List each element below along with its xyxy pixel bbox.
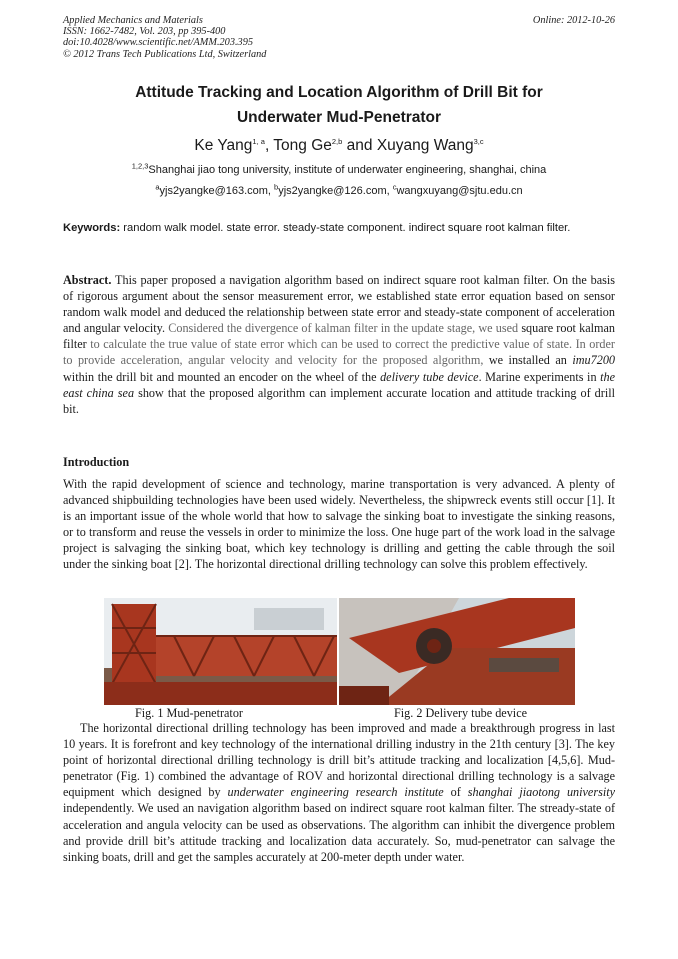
paragraph-text: independently. We used an navigation algorithm based on indirect square root kalman filter. The stready-state of acceleration and angula velocity can be used as observations. The algorithm can inhibit the divergence problem and provide drill bit’s attitude tracking and localization data accurately. So, mud-penetrator can salvage the sinking boats, drill and get the samples accurately at 200-meter depth under water.	[63, 801, 615, 864]
affiliation-text: Shanghai jiao tong university, institute of underwater engineering, shanghai, china	[148, 164, 547, 176]
paper-title	[63, 80, 615, 130]
email-separator: ,	[267, 185, 275, 197]
email-b-sup: b	[274, 182, 279, 192]
tube-guide	[489, 658, 559, 672]
mount-plate	[339, 686, 389, 705]
email-c-sup: c	[392, 182, 397, 192]
paragraph-text: underwater engineering research institute	[227, 785, 444, 800]
journal-header	[63, 15, 266, 60]
abstract	[63, 272, 615, 417]
email-c[interactable]: wangxuyang@sjtu.edu.cn	[396, 185, 523, 197]
email-separator: ,	[386, 185, 393, 197]
author-separator: ,	[264, 137, 274, 154]
mud-penetrator-photo	[104, 598, 337, 705]
journal-name: Applied Mechanics and Materials	[63, 15, 203, 26]
email-list	[63, 182, 615, 197]
affiliation-sup: 1,2,3	[131, 161, 149, 171]
author-and: and	[342, 137, 377, 154]
email-a[interactable]: yjs2yangke@163.com	[159, 185, 268, 197]
figure-1-caption: Fig. 1 Mud-penetrator	[135, 706, 243, 720]
wheel-hub	[427, 639, 441, 653]
author-list	[63, 137, 615, 155]
author-2: Tong Ge	[273, 137, 332, 154]
abstract-text: show that the proposed algorithm can implement accurate location and attitude tracking of drill bit.	[63, 385, 615, 416]
keywords-text: random walk model. state error. steady-state component. indirect square root kalman filter.	[120, 222, 571, 234]
author-3: Xuyang Wang	[376, 137, 474, 154]
abstract-text: delivery tube device	[380, 369, 479, 384]
abstract-text: the east china sea	[63, 369, 615, 400]
abstract-text: This paper proposed a navigation algorithm based on indirect square root kalman filter. On the basis of rigorous argument about the sensor measurement error, we established state error equation based on sensor random walk model and deduced the relationship between state error and steady-state component of acceleration and angular velocity.	[63, 273, 615, 336]
paragraph-text: shanghai jiaotong university	[467, 785, 615, 800]
issn-line: ISSN: 1662-7482, Vol. 203, pp 395-400	[63, 26, 226, 38]
delivery-tube-photo	[339, 598, 575, 705]
abstract-text: we installed an	[483, 353, 573, 368]
section-heading-introduction: Introduction	[63, 455, 130, 469]
abstract-text: Considered the divergence of kalman filter in the update stage, we used	[165, 321, 522, 336]
abstract-text: imu7200	[572, 353, 615, 368]
author-1-affil: 1, a	[252, 136, 265, 146]
intro-paragraph-2	[63, 720, 615, 865]
paragraph-text: The horizontal directional drilling technology has been improved and made a breakthrough progress in last 10 years. It is forefront and key technology of the international drilling industry in the 21th century [3]. The key point of horizontal directional drilling technology is drill bit’s attitude tracking and localization [4,5,6]. Mud-penetrator (Fig. 1) combined the advantage of ROV and horizontal directional drilling technology is a salvage equipment which designed by	[63, 721, 615, 800]
background-structure	[254, 608, 324, 630]
abstract-text: within the drill bit and mounted an encoder on the wheel of the	[63, 369, 381, 384]
rig-base	[104, 682, 337, 705]
author-3-affil: 3,c	[473, 136, 484, 146]
author-1: Ke Yang	[194, 137, 253, 154]
affiliation	[63, 161, 615, 176]
paragraph-text: of	[443, 785, 468, 800]
doi-line[interactable]: doi:10.4028/www.scientific.net/AMM.203.395	[63, 37, 253, 49]
abstract-text: . Marine experiments in	[478, 369, 601, 384]
abstract-text: square root kalman filter	[63, 321, 615, 352]
email-b[interactable]: yjs2yangke@126.com	[278, 185, 387, 197]
email-a-sup: a	[155, 182, 160, 192]
copyright-line: © 2012 Trans Tech Publications Ltd, Switzerland	[63, 48, 267, 60]
figure-2-image	[339, 598, 575, 705]
title-line-1: Attitude Tracking and Location Algorithm of Drill Bit for	[135, 84, 543, 101]
keywords	[63, 222, 615, 235]
intro-paragraph-1: With the rapid development of science and technology, marine transportation is very advanced. A plenty of advanced shipbuilding technologies have been used widely. Nevertheless, the shipwreck events still occur [1]. It is an important issue of the whole world that how to salvage the sinking boat to investigate the sinking reasons, or to transform and reuse the vessels in order to minimize the loss. One huge part of the work load in the salvage project is salvaging the sinking boat, which key technology is drilling and getting the cable through the soil under the sinking boat [2]. The horizontal directional drilling technology can solve this problem effectively.	[63, 477, 615, 572]
abstract-label: Abstract.	[63, 273, 112, 287]
abstract-text: to calculate the true value of state error which can be used to correct the predictive value of state. In order to provide acceleration, angular velocity and velocity for the proposed algorithm,	[63, 337, 615, 368]
title-line-2: Underwater Mud-Penetrator	[236, 109, 442, 126]
author-2-affil: 2,b	[331, 136, 343, 146]
figure-1-image	[104, 598, 337, 705]
keywords-label: Keywords:	[63, 222, 121, 234]
figure-2-caption: Fig. 2 Delivery tube device	[394, 706, 528, 720]
online-date: Online: 2012-10-26	[532, 15, 615, 26]
